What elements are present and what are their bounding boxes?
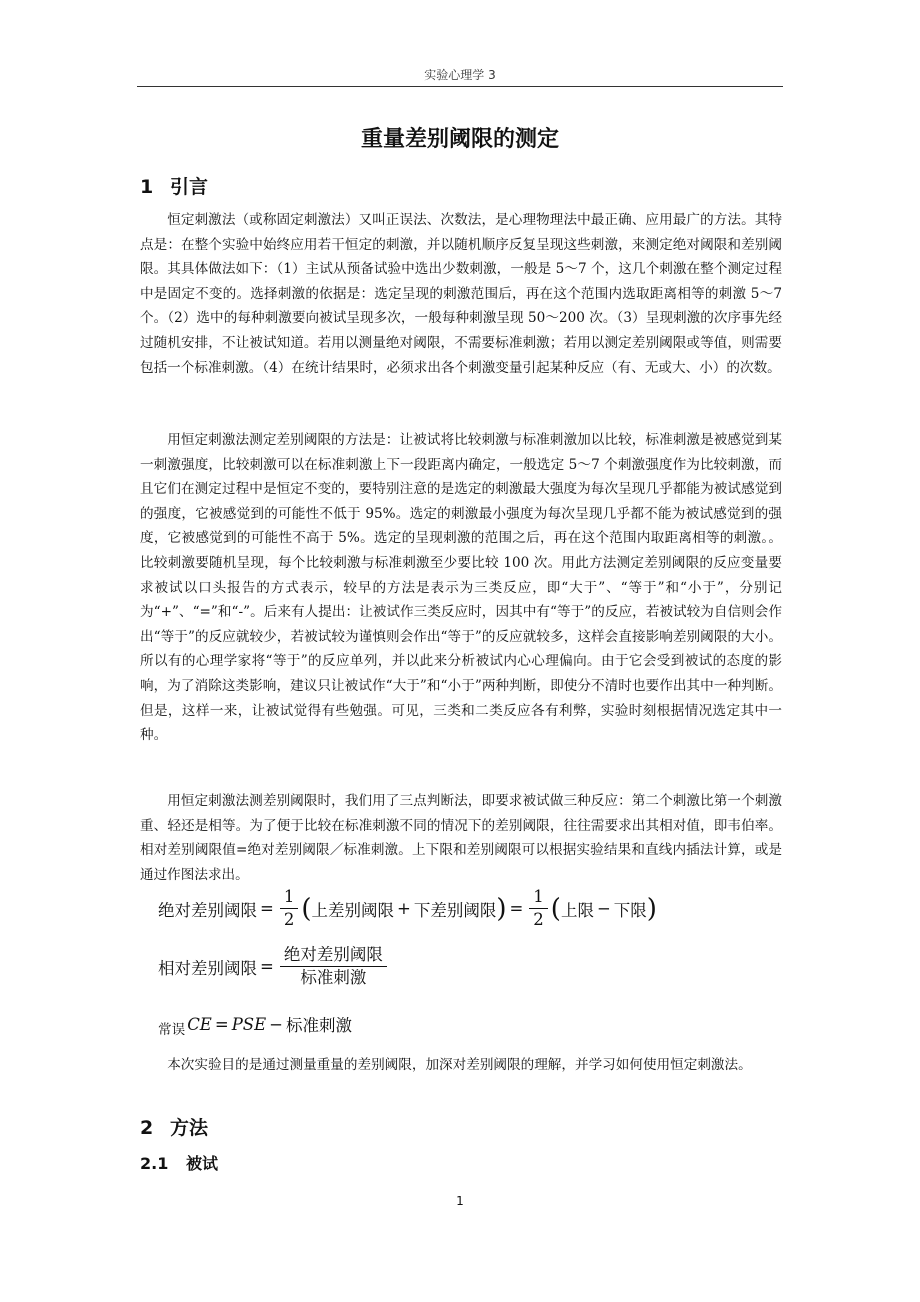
equals-sign: = xyxy=(214,1014,229,1034)
minus-sign: − xyxy=(596,899,611,918)
formula-lhs: 绝对差别阈限 xyxy=(158,900,257,920)
plus-sign: + xyxy=(396,899,411,918)
formula-constant-error xyxy=(158,1012,352,1036)
fraction-numerator: 1 xyxy=(533,887,544,906)
fraction-denominator: 标准刺激 xyxy=(300,968,367,987)
pse-symbol: PSE xyxy=(231,1014,267,1034)
fraction-half xyxy=(529,886,548,931)
section-title: 引言 xyxy=(170,176,209,198)
formula-absolute-threshold xyxy=(158,886,657,931)
formula-lhs: 相对差别阈限 xyxy=(158,958,257,978)
formula-prefix: 常误 xyxy=(158,1022,186,1038)
fraction-numerator: 1 xyxy=(283,887,295,906)
upper-limit-term: 上限 xyxy=(560,900,594,920)
right-paren: ) xyxy=(496,893,507,924)
lower-threshold-term: 下差别阈限 xyxy=(413,900,497,920)
paragraph-aim: 本次实验目的是通过测量重量的差别阈限，加深对差别阈限的理解，并学习如何使用恒定刺激法。 xyxy=(167,1057,752,1073)
fraction-half xyxy=(280,886,299,931)
section-number: 1 xyxy=(140,176,154,198)
section-2-heading xyxy=(140,1113,208,1140)
paragraph-2: 用恒定刺激法测定差别阈限的方法是：让被试将比较刺激与标准刺激加以比较，标准刺激是被感觉到某一刺激强度，比较刺激可以在标准刺激上下一段距离内确定，一般选定 5～7 个刺激强度作为比较刺激，而且它们在测定过程中是恒定不变的，要特别注意的是选定的刺激最大强度为每次呈现几乎都能为被试感觉到的强度，它被感觉到的可能性不低于 95%。选定的刺激最小强度为每次呈现几乎都不能为被试感觉到的强度，它被感觉到的可能性不高于 5%。选定的呈现刺激的范围之后，再在这个范围内取距离相等的刺激。。比较刺激要随机呈现，每个比较刺激与标准刺激至少要比较 100 次。用此方法测定差别阈限的反应变量要求被试以口头报告的方式表示，较早的方法是表示为三类反应，即“大于”、“等于”和“小于”，分别记为“+”、“=”和“-”。后来有人提出：让被试作三类反应时，因其中有“等于”的反应，若被试较为自信则会作出“等于”的反应就较少，若被试较为谨慎则会作出“等于”的反应就较多，这样会直接影响差别阈限的大小。所以有的心理学家将“等于”的反应单列，并以此来分析被试内心心理偏向。由于它会受到被试的态度的影响，为了消除这类影响，建议只让被试作“大于”和“小于”两种判断，即使分不清时也要作出其中一种判断。但是，这样一来，让被试觉得有些勉强。可见，三类和二类反应各有利弊，实验时刻根据情况选定其中一种。 xyxy=(140,432,782,744)
ce-symbol: CE xyxy=(187,1014,212,1034)
fraction-numerator: 绝对差别阈限 xyxy=(283,945,383,964)
right-paren: ) xyxy=(646,893,657,924)
minus-sign: − xyxy=(269,1014,283,1034)
section-title: 方法 xyxy=(170,1117,209,1139)
running-header: 实验心理学 3 xyxy=(424,68,496,82)
upper-threshold-term: 上差别阈限 xyxy=(311,900,394,920)
standard-stimulus-term: 标准刺激 xyxy=(285,1016,352,1035)
page-number: 1 xyxy=(456,1194,464,1208)
equals-sign: = xyxy=(260,899,274,918)
left-paren: ( xyxy=(550,893,561,924)
document-title: 重量差别阈限的测定 xyxy=(360,127,559,152)
subsection-title: 被试 xyxy=(186,1154,219,1173)
section-2-1-heading xyxy=(140,1151,218,1174)
paragraph-1: 恒定刺激法（或称固定刺激法）又叫正误法、次数法，是心理物理法中最正确、应用最广的方法。其特点是：在整个实验中始终应用若干恒定的刺激，并以随机顺序反复呈现这些刺激，来测定绝对阈限和差别阈限。其具体做法如下：（1）主试从预备试验中选出少数刺激，一般是 5～7 个，这几个刺激在整个测定过程中是固定不变的。选择刺激的依据是：选定呈现的刺激范围后，再在这个范围内选取距离相等的刺激 5～7 个。（2）选中的每种刺激要向被试呈现多次，一般每种刺激呈现 50～200 次。（3）呈现刺激的次序事先经过随机安排，不让被试知道。若用以测量绝对阈限，不需要标准刺激；若用以测定差别阈限或等值，则需要包括一个标准刺激。（4）在统计结果时，必须求出各个刺激变量引起某种反应（有、无或大、小）的次数。 xyxy=(140,212,782,376)
formula-relative-threshold xyxy=(158,944,390,989)
fraction-weber xyxy=(280,944,387,989)
equals-sign: = xyxy=(509,899,524,918)
section-1-heading xyxy=(140,172,208,199)
section-number: 2 xyxy=(140,1117,154,1139)
left-paren: ( xyxy=(301,893,312,924)
subsection-number: 2.1 xyxy=(140,1154,169,1173)
header-rule xyxy=(137,86,783,87)
lower-limit-term: 下限 xyxy=(613,900,647,920)
fraction-denominator: 2 xyxy=(283,910,295,929)
equals-sign: = xyxy=(260,957,274,976)
paragraph-3: 用恒定刺激法测差别阈限时，我们用了三点判断法，即要求被试做三种反应：第二个刺激比第一个刺激重、轻还是相等。为了便于比较在标准刺激不同的情况下的差别阈限，往往需要求出其相对值，即韦伯率。相对差别阈限值=绝对差别阈限／标准刺激。上下限和差别阈限可以根据实验结果和直线内插法计算，或是通过作图法求出。 xyxy=(140,793,782,883)
fraction-denominator: 2 xyxy=(533,910,544,929)
